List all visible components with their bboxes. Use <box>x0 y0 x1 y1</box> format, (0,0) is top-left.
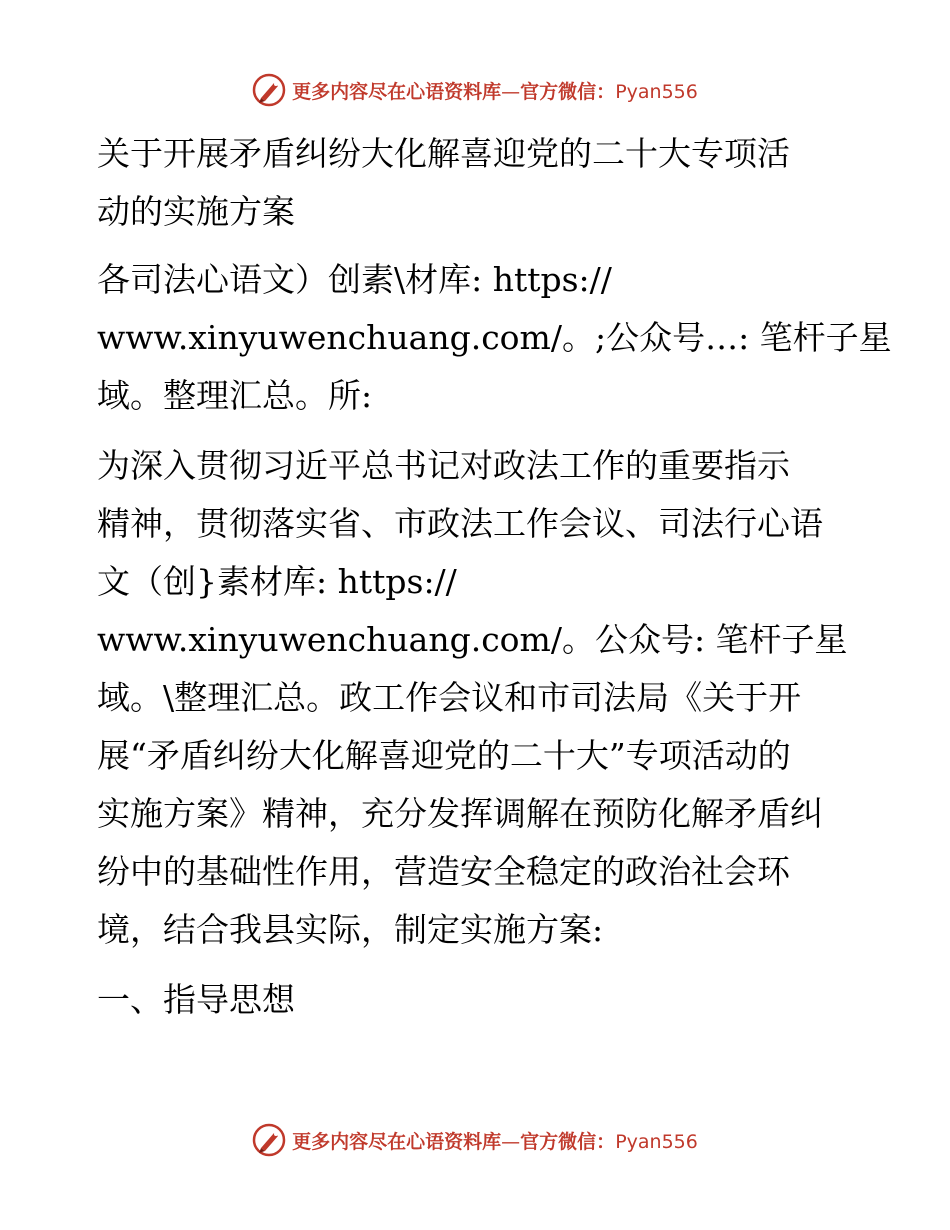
watermark-official: 官方微信： <box>520 80 616 103</box>
watermark-text <box>292 1127 698 1154</box>
body-line: www.xinyuwenchuang.com/。公众号: 笔杆子星 <box>97 620 848 659</box>
title-line: 关于开展矛盾纠纷大化解喜迎党的二十大专项活 <box>97 134 790 173</box>
watermark-official: 官方微信： <box>520 1130 616 1153</box>
watermark-main: 更多内容尽在心语资料库 <box>292 80 502 103</box>
section-heading: 一、指导思想 <box>97 980 295 1019</box>
body-line: 文（创}素材库: https:// <box>97 562 457 601</box>
body-paragraph <box>97 437 857 959</box>
intro-paragraph <box>97 251 892 425</box>
header-watermark <box>0 70 950 110</box>
watermark-separator: — <box>501 80 521 103</box>
intro-line: 各司法心语文）创素\材库: https:// <box>97 260 612 299</box>
watermark-text <box>292 77 698 104</box>
body-line: 境，结合我县实际，制定实施方案: <box>97 910 604 949</box>
pen-seal-logo-icon <box>252 1123 286 1157</box>
body-line: 纷中的基础性作用，营造安全稳定的政治社会环 <box>97 852 790 891</box>
intro-line: www.xinyuwenchuang.com/。;公众号…: 笔杆子星 <box>97 318 892 357</box>
body-line: 为深入贯彻习近平总书记对政法工作的重要指示 <box>97 446 790 485</box>
body-line: 展“矛盾纠纷大化解喜迎党的二十大”专项活动的 <box>97 736 791 775</box>
title-line: 动的实施方案 <box>97 192 295 231</box>
pen-seal-logo-icon <box>252 73 286 107</box>
document-body <box>97 125 892 1029</box>
watermark-id: Pyan556 <box>615 1130 698 1153</box>
watermark-id: Pyan556 <box>615 80 698 103</box>
watermark-separator: — <box>501 1130 521 1153</box>
document-title <box>97 125 857 241</box>
body-line: 域。\整理汇总。政工作会议和市司法局《关于开 <box>97 678 802 717</box>
footer-watermark <box>0 1120 950 1160</box>
intro-line: 域。整理汇总。所: <box>97 376 373 415</box>
body-line: 实施方案》精神，充分发挥调解在预防化解矛盾纠 <box>97 794 823 833</box>
watermark-main: 更多内容尽在心语资料库 <box>292 1130 502 1153</box>
body-line: 精神，贯彻落实省、市政法工作会议、司法行心语 <box>97 504 823 543</box>
